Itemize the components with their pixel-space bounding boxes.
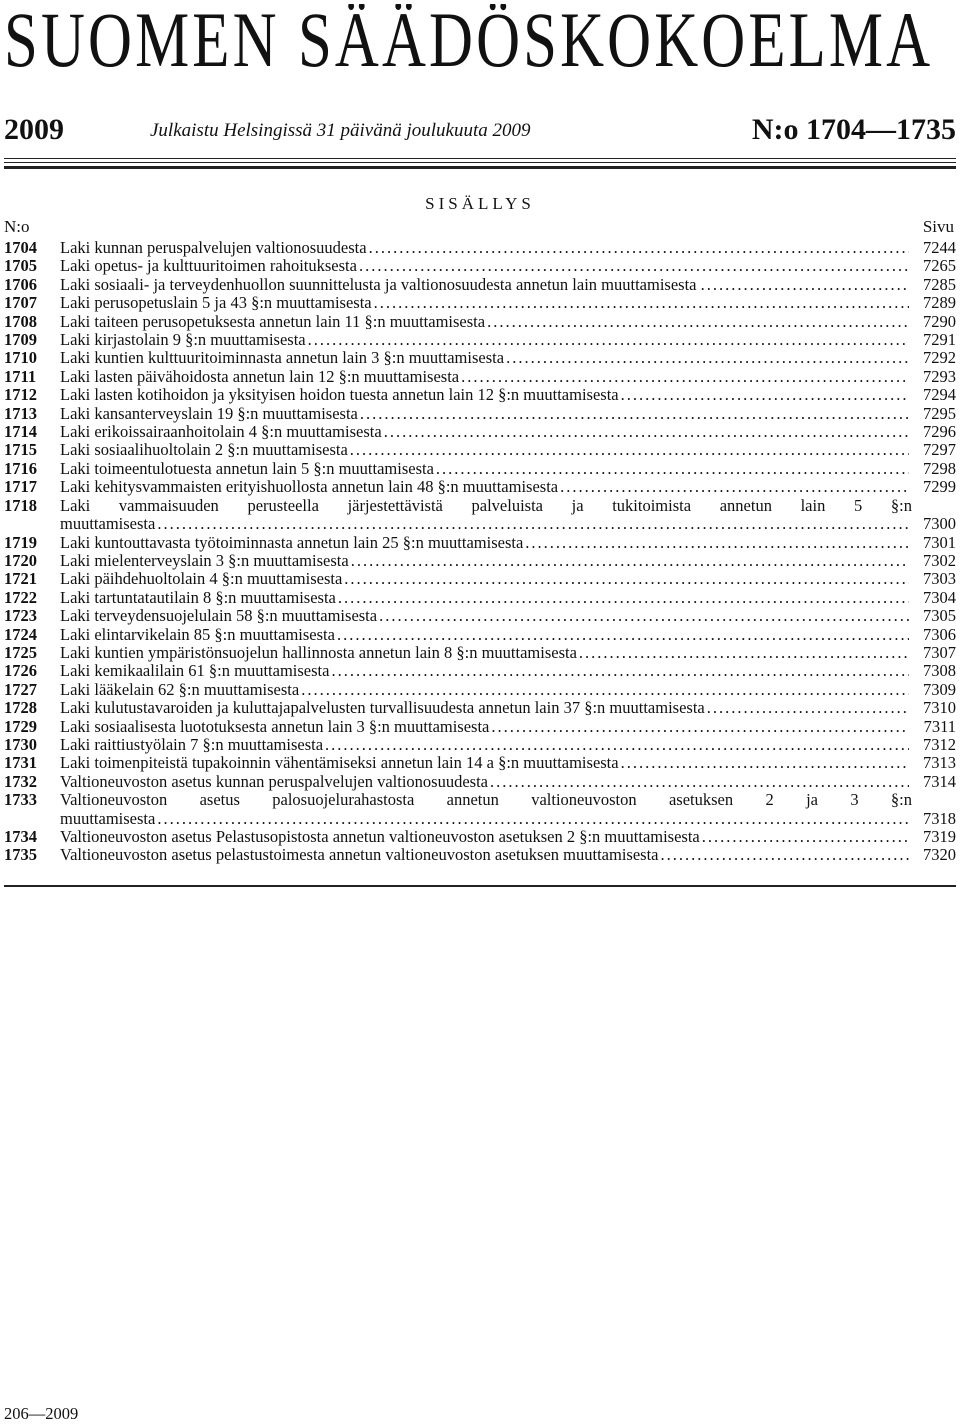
entry-number: 1723 [4, 606, 37, 626]
entry-number: 1733 [4, 790, 37, 810]
entry-page: 7265 [923, 256, 956, 276]
entry-number: 1710 [4, 348, 37, 368]
entry-page: 7311 [923, 716, 956, 736]
entry-number: 1722 [4, 587, 37, 607]
entry-title: Laki toimeentulotuesta annetun lain 5 §:n muuttamisesta [60, 458, 434, 478]
toc-entry [4, 626, 956, 644]
entry-title: Laki sosiaali- ja terveydenhuollon suunnittelusta ja valtionosuudesta annetun lain muuttamisesta . [60, 274, 705, 294]
entry-number: 1730 [4, 734, 37, 754]
entry-page: 7312 [923, 734, 956, 754]
issue-info [4, 112, 956, 148]
toc-entry [4, 552, 956, 570]
entry-title: Laki erikoissairaanhoitolain 4 §:n muuttamisesta [60, 422, 382, 442]
toc-entry [4, 570, 956, 588]
toc-entry [4, 441, 956, 459]
entry-number: 1709 [4, 330, 37, 350]
entry-title: Valtioneuvoston asetus pelastustoimesta annetun valtioneuvoston asetuksen muuttamisesta [60, 845, 659, 865]
entry-page: 7307 [923, 642, 956, 662]
leader-dots [707, 276, 909, 294]
entry-title: Laki raittiustyölain 7 §:n muuttamisesta [60, 734, 324, 754]
entry-title-continued: muuttamisesta [60, 514, 156, 534]
leader-dots [157, 515, 909, 533]
entry-page: 7302 [923, 550, 956, 570]
leader-dots [660, 846, 909, 864]
entry-page: 7294 [923, 385, 956, 405]
toc-entry [4, 276, 956, 294]
leader-dots [359, 257, 909, 275]
entry-number: 1718 [4, 495, 37, 515]
entry-page: 7320 [923, 845, 956, 865]
toc-entry [4, 846, 956, 864]
leader-dots [579, 644, 909, 662]
entry-page: 7319 [923, 827, 956, 846]
leader-dots [331, 662, 909, 680]
entry-page: 7309 [923, 679, 956, 699]
entry-number: 1711 [4, 366, 37, 386]
entry-number: 1707 [4, 293, 37, 313]
entry-page: 7305 [923, 606, 956, 626]
issue-year: 2009 [4, 113, 64, 146]
toc-entry [4, 681, 956, 699]
toc-entry [4, 828, 956, 846]
toc-entry [4, 699, 956, 717]
toc-entry [4, 791, 956, 828]
entry-title: Laki kemikaalilain 61 §:n muuttamisesta [60, 661, 330, 681]
entry-title: Laki opetus- ja kulttuuritoimen rahoituksesta [60, 256, 357, 276]
entry-page: 7295 [923, 403, 956, 423]
entry-page: 7306 [923, 624, 956, 644]
page-column-header: Sivu [922, 217, 954, 236]
bottom-rule [4, 885, 956, 887]
toc-entry [4, 497, 956, 534]
entry-number: 1721 [4, 569, 37, 589]
entry-number: 1716 [4, 458, 37, 478]
entry-number: 1731 [4, 753, 37, 773]
publication-date: Julkaistu Helsingissä 31 päivänä joulukuuta 2009 [150, 120, 531, 141]
toc-entry [4, 644, 956, 662]
leader-dots [384, 423, 909, 441]
toc-entry [4, 294, 956, 312]
toc-entry [4, 478, 956, 496]
leader-dots [491, 718, 909, 736]
entry-number: 1719 [4, 532, 37, 552]
leader-dots [308, 331, 909, 349]
entry-title: Laki sosiaalisesta luototuksesta annetun lain 3 §:n muuttamisesta [60, 716, 490, 736]
toc-entry [4, 736, 956, 754]
leader-dots [157, 810, 909, 828]
entry-number: 1729 [4, 716, 37, 736]
leader-dots [360, 405, 909, 423]
toc-entry [4, 662, 956, 680]
entry-title: Valtioneuvoston asetus kunnan peruspalvelujen valtionosuudesta [60, 771, 489, 791]
contents-title: SISÄLLYS [425, 194, 535, 213]
toc-entry [4, 754, 956, 772]
toc-entry [4, 386, 956, 404]
toc-entry [4, 257, 956, 275]
leader-dots [379, 607, 909, 625]
entry-number: 1717 [4, 477, 37, 497]
entry-page: 7308 [923, 661, 956, 681]
entry-page: 7300 [923, 514, 956, 534]
toc-entry [4, 405, 956, 423]
entry-title: Laki toimenpiteistä tupakoinnin vähentämiseksi annetun lain 14 a §:n muuttamisesta [60, 753, 619, 773]
leader-dots [560, 478, 909, 496]
table-of-contents [4, 239, 956, 865]
entry-title: Valtioneuvoston asetus palosuojelurahastosta annetun valtioneuvoston asetuksen 2 ja 3 §:n [60, 790, 912, 810]
entry-title: Laki lasten kotihoidon ja yksityisen hoidon tuesta annetun lain 12 §:n muuttamisesta [60, 385, 619, 405]
leader-dots [487, 313, 909, 331]
entry-number: 1728 [4, 698, 37, 718]
toc-entry [4, 460, 956, 478]
entry-page: 7318 [923, 808, 956, 828]
entry-page: 7291 [923, 330, 956, 350]
toc-entry [4, 368, 956, 386]
entry-title: Laki terveydensuojelulain 58 §:n muuttamisesta [60, 606, 378, 626]
toc-entry [4, 313, 956, 331]
entry-page: 7297 [923, 440, 956, 460]
toc-entry [4, 349, 956, 367]
toc-entry [4, 423, 956, 441]
leader-dots [374, 294, 909, 312]
entry-title: Laki elintarvikelain 85 §:n muuttamisesta [60, 624, 335, 644]
leader-dots [707, 699, 909, 717]
entry-number: 1714 [4, 422, 37, 442]
leader-dots [436, 460, 909, 478]
entry-number: 1726 [4, 661, 37, 681]
entry-page: 7310 [923, 698, 956, 718]
entry-number: 1727 [4, 679, 37, 699]
entry-page: 7290 [923, 311, 956, 331]
toc-entry [4, 589, 956, 607]
entry-number: 1725 [4, 642, 37, 662]
entry-page: 7292 [923, 348, 956, 368]
leader-dots [525, 534, 909, 552]
leader-dots [621, 386, 909, 404]
toc-entry [4, 331, 956, 349]
entry-title: Laki kansanterveyslain 19 §:n muuttamisesta [60, 403, 358, 423]
entry-number: 1720 [4, 550, 37, 570]
entry-title: Laki kuntouttavasta työtoiminnasta annetun lain 25 §:n muuttamisesta [60, 532, 524, 552]
leader-dots [369, 239, 909, 257]
entry-title: Laki taiteen perusopetuksesta annetun lain 11 §:n muuttamisesta [60, 311, 486, 331]
entry-number: 1715 [4, 440, 37, 460]
issue-numbers: N:o 1704—1735 [751, 113, 956, 146]
toc-entry [4, 718, 956, 736]
leader-dots [702, 828, 909, 846]
entry-title: Laki mielenterveyslain 3 §:n muuttamisesta [60, 550, 349, 570]
entry-page: 7303 [923, 569, 956, 589]
entry-title: Valtioneuvoston asetus Pelastusopistosta annetun valtioneuvoston asetuksen 2 §:n muuttamisesta [60, 827, 700, 846]
entry-title: Laki kuntien ympäristönsuojelun hallinnosta annetun lain 8 §:n muuttamisesta [60, 642, 577, 662]
leader-dots [350, 441, 909, 459]
leader-dots [490, 773, 909, 791]
entry-page: 7298 [923, 458, 956, 478]
leader-dots [338, 589, 909, 607]
entry-title: Laki tartuntatautilain 8 §:n muuttamisesta [60, 587, 336, 607]
entry-page: 7244 [923, 238, 956, 257]
entry-page: 7293 [923, 366, 956, 386]
entry-title: Laki päihdehuoltolain 4 §:n muuttamisesta [60, 569, 343, 589]
header-rules [4, 158, 956, 172]
entry-page: 7313 [923, 753, 956, 773]
page-footer: 206—2009 [4, 1404, 79, 1423]
leader-dots [621, 754, 909, 772]
masthead-title: SUOMEN SÄÄDÖSKOKOELMA [4, 4, 934, 76]
entry-title: Laki sosiaalihuoltolain 2 §:n muuttamisesta [60, 440, 348, 460]
entry-page: 7285 [923, 274, 956, 294]
leader-dots [337, 626, 909, 644]
entry-title: Laki lääkelain 62 §:n muuttamisesta [60, 679, 300, 699]
entry-title: Laki kunnan peruspalvelujen valtionosuudesta [60, 238, 367, 257]
entry-page: 7314 [923, 771, 956, 791]
leader-dots [325, 736, 909, 754]
entry-number: 1712 [4, 385, 37, 405]
leader-dots [301, 681, 909, 699]
entry-page: 7296 [923, 422, 956, 442]
entry-number: 1724 [4, 624, 37, 644]
entry-title: Laki kehitysvammaisten erityishuollosta annetun lain 48 §:n muuttamisesta [60, 477, 559, 497]
entry-number: 1734 [4, 827, 37, 846]
entry-number: 1713 [4, 403, 37, 423]
toc-entry [4, 607, 956, 625]
toc-entry [4, 534, 956, 552]
entry-page: 7304 [923, 587, 956, 607]
toc-entry [4, 239, 956, 257]
entry-number: 1704 [4, 238, 37, 257]
entry-title: Laki vammaisuuden perusteella järjestettävistä palveluista ja tukitoimista annetun lain 5 §:n [60, 495, 912, 515]
leader-dots [461, 368, 909, 386]
entry-title-continued: muuttamisesta [60, 808, 156, 828]
entry-title: Laki kirjastolain 9 §:n muuttamisesta [60, 330, 306, 350]
entry-page: 7299 [923, 477, 956, 497]
entry-title: Laki kulutustavaroiden ja kuluttajapalvelusten turvallisuudesta annetun lain 37 §:n muuttamisesta [60, 698, 705, 718]
entry-title: Laki perusopetuslain 5 ja 43 §:n muuttamisesta [60, 293, 372, 313]
leader-dots [351, 552, 909, 570]
entry-number: 1732 [4, 771, 37, 791]
number-column-header: N:o [4, 217, 30, 236]
entry-title: Laki lasten päivähoidosta annetun lain 12 §:n muuttamisesta [60, 366, 460, 386]
entry-number: 1735 [4, 845, 37, 865]
entry-number: 1708 [4, 311, 37, 331]
toc-entry [4, 773, 956, 791]
entry-page: 7301 [923, 532, 956, 552]
entry-number: 1705 [4, 256, 37, 276]
leader-dots [506, 349, 909, 367]
entry-number: 1706 [4, 274, 37, 294]
leader-dots [344, 570, 909, 588]
entry-title: Laki kuntien kulttuuritoiminnasta annetun lain 3 §:n muuttamisesta [60, 348, 505, 368]
entry-page: 7289 [923, 293, 956, 313]
